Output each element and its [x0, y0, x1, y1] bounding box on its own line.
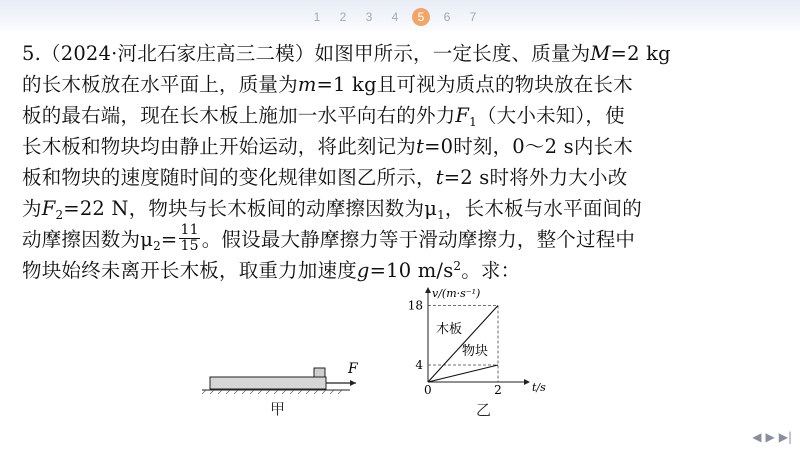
figure-jia-caption: 甲: [270, 400, 286, 418]
problem-line-1: [22, 38, 782, 69]
problem-number: 5.: [22, 42, 42, 65]
last-slide-button[interactable]: ▶|: [778, 430, 792, 444]
slide-nav-controls: [752, 430, 792, 444]
problem-text: [22, 38, 782, 286]
var-g: g: [356, 259, 370, 282]
origin-label: 0: [424, 383, 432, 397]
fraction-denominator: 15: [180, 238, 199, 254]
fraction-11-15: [179, 223, 199, 254]
text-segment: 长木板和物块均由静止开始运动，将此刻记为: [22, 135, 417, 158]
text-segment: =10 m/s: [369, 259, 454, 282]
y-tick-label-4: 4: [415, 358, 423, 372]
text-segment: 如图甲所示，一定长度、质量为: [314, 42, 591, 65]
page-6-button[interactable]: 6: [443, 10, 451, 24]
superscript: 2: [453, 259, 462, 273]
ground-hatch: [202, 390, 342, 394]
text-segment: =2 s时将外力大小改: [443, 166, 628, 189]
page-4-button[interactable]: 4: [391, 10, 399, 24]
text-segment: 。求：: [461, 259, 521, 282]
series-label-board: 木板: [436, 322, 463, 337]
figure-jia-diagram: [200, 355, 370, 395]
problem-line-2: [22, 69, 782, 100]
text-segment: 。假设最大静摩擦力等于滑动摩擦力，整个过程中: [201, 228, 636, 251]
text-segment: =1 kg且可视为质点的物块放在长木: [316, 73, 633, 96]
x-axis-label: t/s: [532, 381, 546, 394]
y-tick-label-18: 18: [408, 298, 423, 313]
long-board: [210, 377, 326, 389]
var-t: t: [435, 166, 444, 189]
fraction-numerator: 11: [180, 222, 199, 238]
page-1-button[interactable]: 1: [313, 10, 321, 24]
text-segment: （大小未知），使: [476, 104, 625, 127]
text-segment: 物块始终未离开长木板，取重力加速度: [22, 259, 357, 282]
y-axis-label: v/(m·s⁻¹): [432, 287, 481, 300]
subscript: 2: [153, 239, 161, 253]
text-segment: 板和物块的速度随时间的变化规律如图乙所示，: [22, 166, 436, 189]
text-segment: =0时刻，0～2 s内长木: [424, 135, 633, 158]
problem-line-4: [22, 131, 782, 162]
figure-yi-caption: 乙: [476, 401, 492, 419]
page-7-button[interactable]: 7: [469, 10, 477, 24]
text-segment: 板的最右端，现在长木板上施加一水平向右的外力: [22, 104, 456, 127]
page-navigator: [308, 8, 490, 26]
problem-line-6: [22, 193, 782, 224]
y-axis-arrow: [425, 287, 431, 293]
x-axis-arrow: [524, 379, 530, 385]
force-arrow-head: [350, 380, 356, 386]
subscript: 2: [55, 208, 64, 222]
subscript: 1: [469, 115, 477, 129]
problem-source: （2024·河北石家庄高三二模）: [41, 42, 315, 65]
problem-line-8: [22, 255, 782, 286]
problem-line-7: [22, 224, 782, 255]
var-M: M: [590, 42, 611, 65]
force-label: F: [348, 361, 358, 377]
problem-line-5: [22, 162, 782, 193]
series-line-block: [428, 365, 498, 382]
page-5-button-current[interactable]: 5: [412, 8, 430, 26]
var-m: m: [297, 73, 317, 96]
problem-line-3: [22, 100, 782, 131]
text-segment: ，长木板与水平面间的: [444, 197, 642, 220]
prev-slide-button[interactable]: ◀: [752, 430, 762, 444]
text-segment: =22 N，物块与长木板间的动摩擦因数为μ: [63, 197, 438, 220]
block: [314, 368, 325, 377]
var-F2: F: [41, 197, 56, 220]
var-t: t: [416, 135, 425, 158]
text-segment: 为: [22, 197, 42, 220]
text-segment: 动摩擦因数为μ: [22, 228, 154, 251]
series-label-block: 物块: [462, 344, 489, 359]
page-2-button[interactable]: 2: [339, 10, 347, 24]
x-tick-label-2: 2: [494, 383, 502, 397]
text-segment: 的长木板放在水平面上，质量为: [22, 73, 298, 96]
var-F1: F: [455, 104, 470, 127]
figure-yi-vt-graph: [408, 283, 558, 398]
next-slide-button[interactable]: ▶: [765, 430, 775, 444]
page-3-button[interactable]: 3: [365, 10, 373, 24]
text-segment: =2 kg: [610, 42, 671, 65]
subscript: 1: [437, 208, 445, 222]
text-segment: =: [160, 228, 178, 251]
